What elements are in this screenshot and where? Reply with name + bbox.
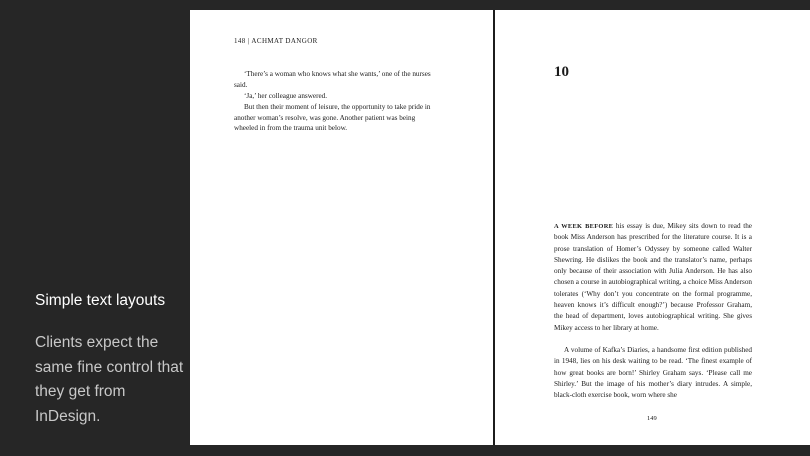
left-paragraph-2: ‘Ja,’ her colleague answered. xyxy=(244,92,328,100)
left-paragraph-3: But then their moment of leisure, the opportunity to take pride in another woman’s resolve, was gone. Another patient was being wheeled in from the trauma unit below. xyxy=(234,103,431,133)
book-page-right xyxy=(495,10,810,445)
paragraph-1-text: his essay is due, Mikey sits down to read the book Miss Anderson has prescribed for the literature course. It is a prose translation of Homer’s Odyssey by someone called Walter Shewring. He dislikes the book and the translator’s name, perhaps only because of their association with Julia Anderson. He has also chosen a course in autobiographical writing, a choice Miss Anderson tolerates (‘Why don’t you concentrate on the formal programme, heaven knows it’s difficult enough?’) because Professor Graham, the head of department, loves autobiographical writing. She gives Mikey access to her library at home. xyxy=(554,222,753,332)
lead-in: A WEEK BEFORE xyxy=(554,223,614,230)
running-head: 148 | ACHMAT DANGOR xyxy=(234,37,318,45)
right-paragraph-2: A volume of Kafka’s Diaries, a handsome first edition published in 1948, lies on his desk waiting to be read. ‘The finest example of how great books are born!’ Shirley Graham says. ‘Please call me Shirley.’ But the image of his mother’s diary intrudes. A simple, black-cloth exercise book, worn where she xyxy=(554,346,752,400)
right-paragraph-1 xyxy=(554,221,752,334)
chapter-number: 10 xyxy=(554,64,569,80)
slide-heading: Simple text layouts xyxy=(35,292,166,309)
book-page-left xyxy=(190,10,493,445)
slide-body: Clients expect the same fine control that they get from InDesign. xyxy=(35,334,184,425)
left-paragraph-1: ‘There’s a woman who knows what she wants,’ one of the nurses said. xyxy=(234,70,431,89)
page-folio: 149 xyxy=(647,415,657,422)
